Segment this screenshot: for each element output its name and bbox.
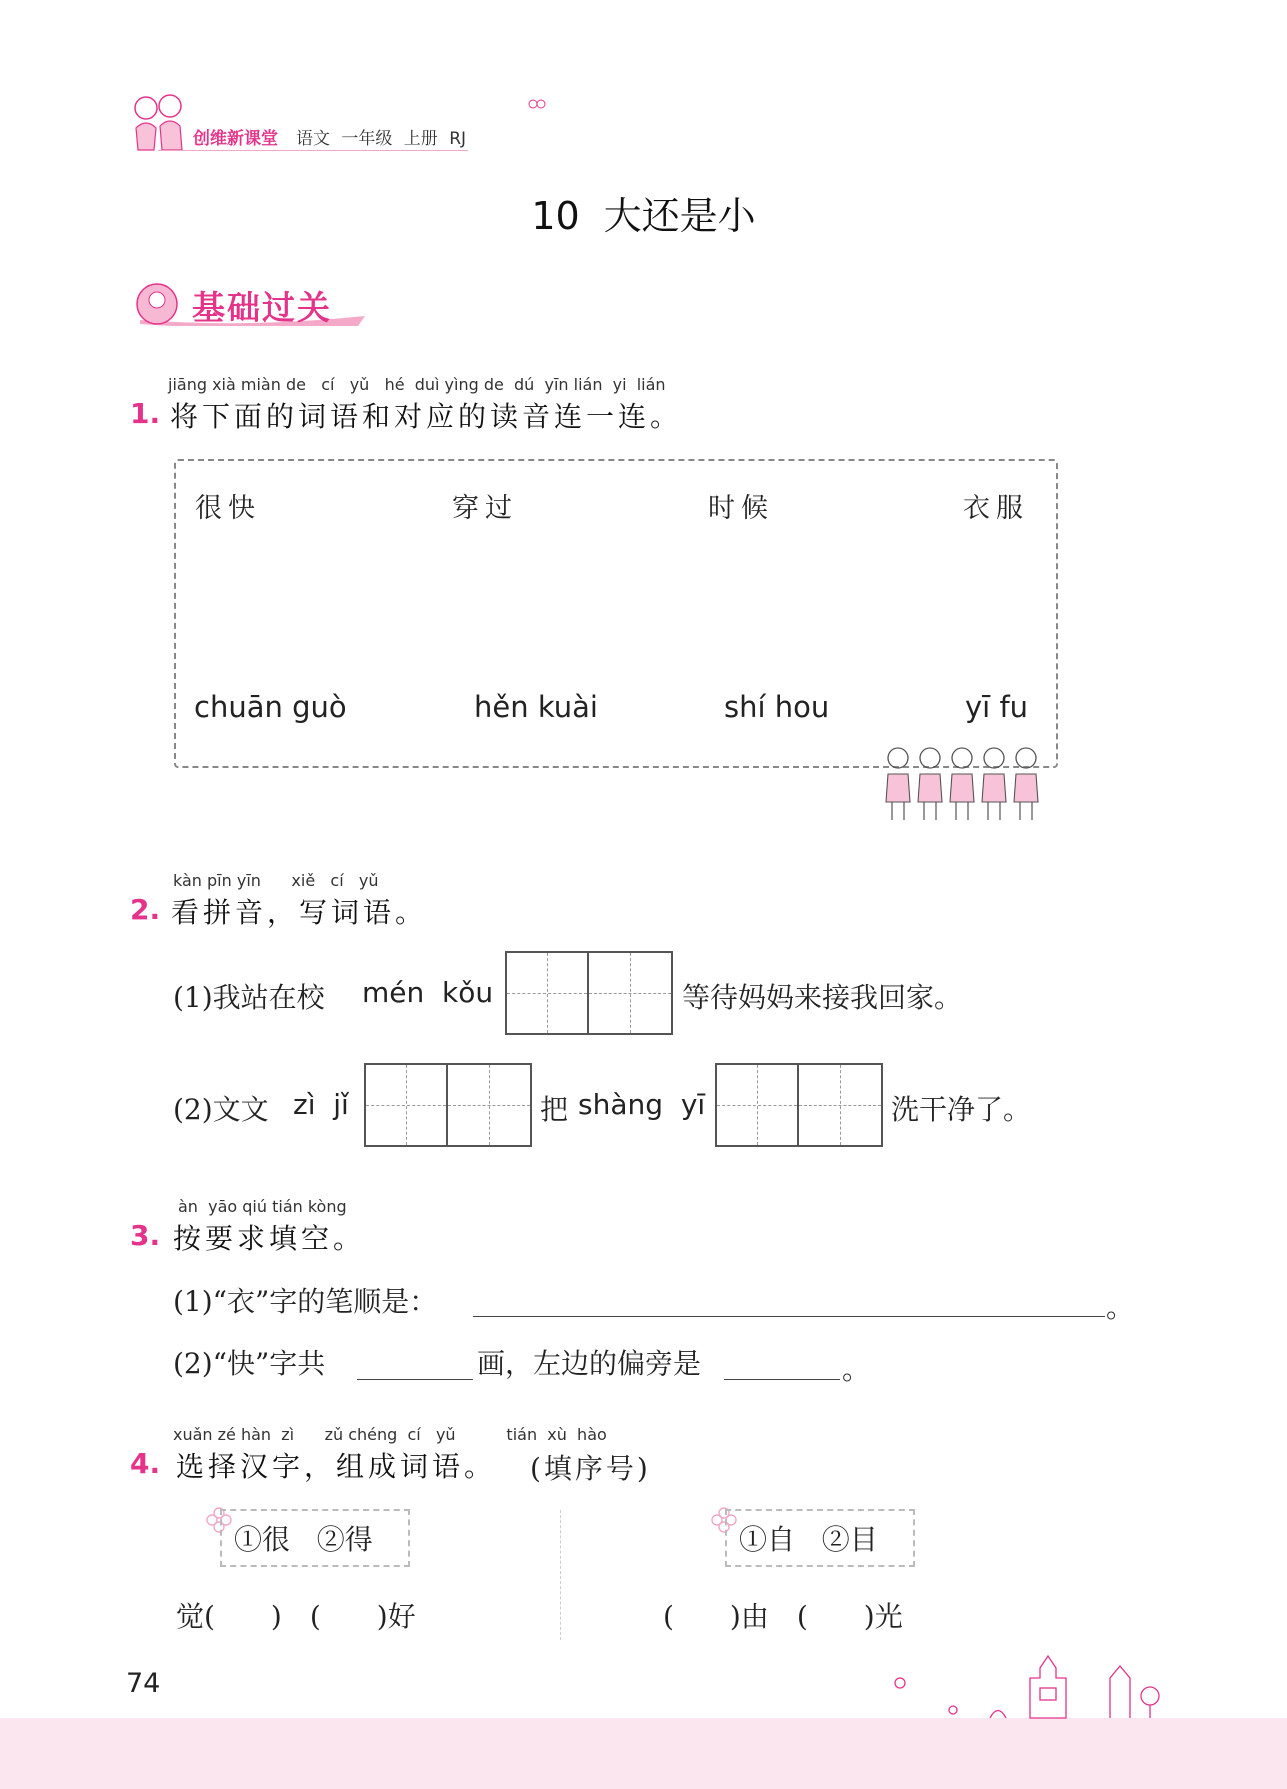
- q1-text: 将下面的词语和对应的读音连一连。: [170, 400, 683, 433]
- q4-right-blanks[interactable]: ( )由 ( )光: [663, 1600, 903, 1633]
- q3-text: 按要求填空。: [173, 1222, 366, 1255]
- q4-pinyin: xuǎn zé hàn zì zǔ chéng cí yǔ tián xù hào: [173, 1425, 607, 1444]
- q2-item1-prefix: (1)我站在校: [173, 981, 325, 1014]
- flower-deco-icon: [527, 95, 547, 113]
- q3-number: 3.: [130, 1219, 161, 1252]
- book-subtitle: 语文 一年级 上册 RJ: [296, 129, 467, 149]
- q2-item2-writing-grid-2[interactable]: [715, 1063, 883, 1147]
- q4-text: 选择汉字，组成词语。: [176, 1450, 497, 1483]
- q3-item2-end: 。: [842, 1353, 871, 1386]
- grid-cell[interactable]: [507, 953, 589, 1033]
- header-rule: [158, 150, 468, 151]
- q3-pinyin: àn yāo qiú tián kòng: [178, 1197, 347, 1216]
- q2-number: 2.: [130, 893, 161, 926]
- grid-cell[interactable]: [717, 1065, 799, 1145]
- q3-item2-text2: 画，左边的偏旁是: [477, 1347, 702, 1380]
- q4-hint: (填序号): [530, 1452, 651, 1485]
- grid-cell[interactable]: [589, 953, 671, 1033]
- q2-text: 看拼音，写词语。: [171, 896, 428, 929]
- q3-item2-text1: (2)“快”字共: [173, 1347, 326, 1380]
- q3-item2-stroke-count-line[interactable]: [357, 1345, 473, 1380]
- footer-band: [0, 1718, 1287, 1789]
- q2-item1-writing-grid[interactable]: [505, 951, 673, 1035]
- q4-left-options: ①很 ②得: [220, 1509, 410, 1567]
- q2-item2-writing-grid-1[interactable]: [364, 1063, 532, 1147]
- page-number: 74: [126, 1668, 161, 1699]
- q1-pinyin-3[interactable]: shí hou: [724, 690, 830, 724]
- q2-item2-prefix: (2)文文: [173, 1093, 269, 1126]
- grid-cell[interactable]: [366, 1065, 448, 1145]
- q2-item2-pinyin2: shàng yī: [578, 1088, 706, 1121]
- q2-item2-middle: 把: [540, 1093, 569, 1126]
- lesson-title: [0, 185, 1287, 240]
- grid-cell[interactable]: [799, 1065, 881, 1145]
- lesson-name: 大还是小: [603, 194, 756, 238]
- q4-number: 4.: [130, 1447, 161, 1480]
- header-text: [193, 124, 466, 149]
- q4-right-options: ①自 ②目: [725, 1509, 915, 1567]
- q1-pinyin: jiāng xià miàn de cí yǔ hé duì yìng de dú yīn lián yi lián: [168, 375, 666, 394]
- brand-name: 创维新课堂: [193, 129, 278, 149]
- kids-logo-icon: [128, 88, 190, 156]
- q1-pinyin-1[interactable]: chuān guò: [194, 690, 347, 724]
- castle-illustration-icon: [890, 1648, 1170, 1720]
- q3-item1-answer-line[interactable]: [473, 1282, 1105, 1317]
- q3-item2-radical-line[interactable]: [724, 1345, 840, 1380]
- q1-pinyin-4[interactable]: yī fu: [965, 690, 1029, 724]
- q1-word-1[interactable]: 很快: [195, 493, 261, 524]
- q3-item1-end: 。: [1106, 1291, 1135, 1324]
- lesson-number: 10: [531, 194, 580, 238]
- q1-number: 1.: [130, 397, 161, 430]
- q2-item1-pinyin: mén kǒu: [362, 976, 494, 1009]
- q1-word-3[interactable]: 时候: [708, 493, 774, 524]
- q1-word-4[interactable]: 衣服: [963, 493, 1029, 524]
- section-title: 基础过关: [192, 288, 332, 327]
- q2-item1-suffix: 等待妈妈来接我回家。: [682, 981, 963, 1014]
- q2-item2-suffix: 洗干净了。: [891, 1093, 1032, 1126]
- q2-pinyin: kàn pīn yīn xiě cí yǔ: [173, 871, 379, 890]
- grid-cell[interactable]: [448, 1065, 530, 1145]
- q3-item1-text: (1)“衣”字的笔顺是：: [173, 1285, 438, 1318]
- q2-item2-pinyin1: zì jǐ: [293, 1088, 349, 1121]
- q1-word-2[interactable]: 穿过: [452, 493, 518, 524]
- children-illustration-icon: [880, 744, 1045, 824]
- q4-left-blanks[interactable]: 觉( ) ( )好: [176, 1600, 416, 1633]
- column-divider: [560, 1510, 561, 1640]
- q1-pinyin-2[interactable]: hěn kuài: [474, 690, 598, 724]
